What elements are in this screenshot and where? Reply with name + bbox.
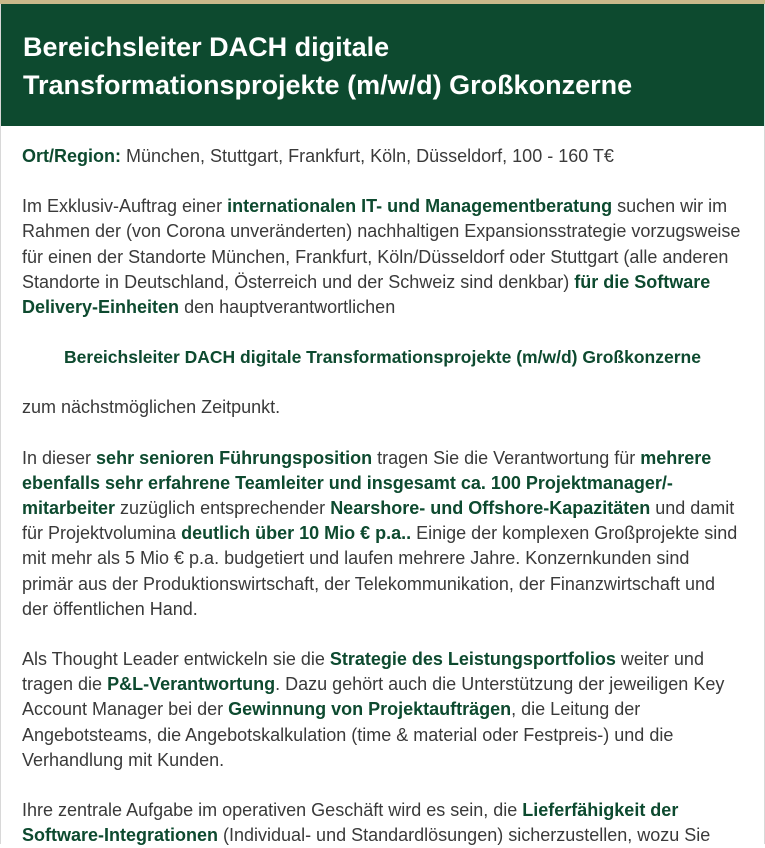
lead-text-2: weiter und tragen die xyxy=(22,649,704,695)
resp-highlight-4: deutlich über 10 Mio € p.a.. xyxy=(181,523,412,544)
job-description xyxy=(0,126,765,844)
resp-text-5: Einige der komplexen Großprojekte sind mit mehr als 5 Mio € p.a. budgetiert und laufen mehrere Jahre. Konzernkunden sind primär aus der Produktionswirtschaft, der Telekommunikation, der Finanzwirtschaft und der öffentlichen Hand. xyxy=(22,523,738,619)
intro-highlight-1: internationalen IT- und Managementberatung xyxy=(227,196,613,217)
job-title xyxy=(23,28,742,104)
location-paragraph xyxy=(22,144,743,169)
resp-text-1: In dieser xyxy=(22,447,97,468)
location-value: München, Stuttgart, Frankfurt, Köln, Düsseldorf, 100 - 160 T€ xyxy=(121,146,614,166)
resp-highlight-2: mehrere ebenfalls sehr erfahrene Teamleiter und insgesamt ca. 100 Projektmanager/-mitarbeiter xyxy=(22,447,712,519)
ops-highlight-1: Lieferfähigkeit der Software-Integrationen xyxy=(22,800,679,846)
job-header xyxy=(0,4,765,126)
lead-text-4: , die Leitung der Angebotsteams, die Angebotskalkulation (time & material oder Festpreis-) und die Verhandlung mit Kunden. xyxy=(22,699,674,770)
resp-highlight-1: sehr senioren Führungsposition xyxy=(96,447,373,468)
ops-text-2: (Individual- und Standardlösungen) sicherzustellen, wozu Sie xyxy=(218,825,711,846)
responsibility-paragraph xyxy=(22,446,743,622)
lead-highlight-3: Gewinnung von Projektaufträgen xyxy=(228,699,512,720)
lead-highlight-2: P&L-Verantwortung xyxy=(107,674,276,695)
ops-text-1: Ihre zentrale Aufgabe im operativen Geschäft wird es sein, die xyxy=(22,800,523,821)
resp-text-2: tragen Sie die Verantwortung für xyxy=(372,447,641,468)
lead-text-1: Als Thought Leader entwickeln sie die xyxy=(22,649,330,670)
lead-text-3: . Dazu gehört auch die Unterstützung der jeweiligen Key Account Manager bei der xyxy=(22,674,725,720)
resp-highlight-3: Nearshore- und Offshore-Kapazitäten xyxy=(330,498,651,519)
job-title-line1: Bereichsleiter DACH digitale xyxy=(23,32,390,62)
position-subtitle: Bereichsleiter DACH digitale Transformationsprojekte (m/w/d) Großkonzerne xyxy=(64,347,701,368)
resp-text-4: und damit für Projektvolumina xyxy=(22,498,735,544)
intro-highlight-2: für die Software Delivery-Einheiten xyxy=(22,271,711,318)
location-label: Ort/Region: xyxy=(22,146,121,166)
lead-highlight-1: Strategie des Leistungsportfolios xyxy=(329,649,616,670)
job-title-line2: Transformationsprojekte (m/w/d) Großkonzerne xyxy=(23,70,633,100)
timing-paragraph: zum nächstmöglichen Zeitpunkt. xyxy=(22,397,281,418)
intro-text-2: suchen wir im Rahmen der (von Corona unveränderten) nachhaltigen Expansionsstrategie vorzugsweise für einen der Standorte München, Frankfurt, Köln/Düsseldorf oder Stuttgart (alle anderen Standorte in Deutschland, Österreich und der Schweiz sind denkbar) xyxy=(22,196,741,292)
intro-text-3: den hauptverantwortlichen xyxy=(179,297,396,318)
intro-paragraph xyxy=(22,194,743,320)
leadership-paragraph xyxy=(22,647,743,773)
intro-text-1: Im Exklusiv-Auftrag einer xyxy=(22,196,228,217)
operations-paragraph xyxy=(22,798,743,848)
resp-text-3: zuzüglich entsprechender xyxy=(115,498,331,519)
